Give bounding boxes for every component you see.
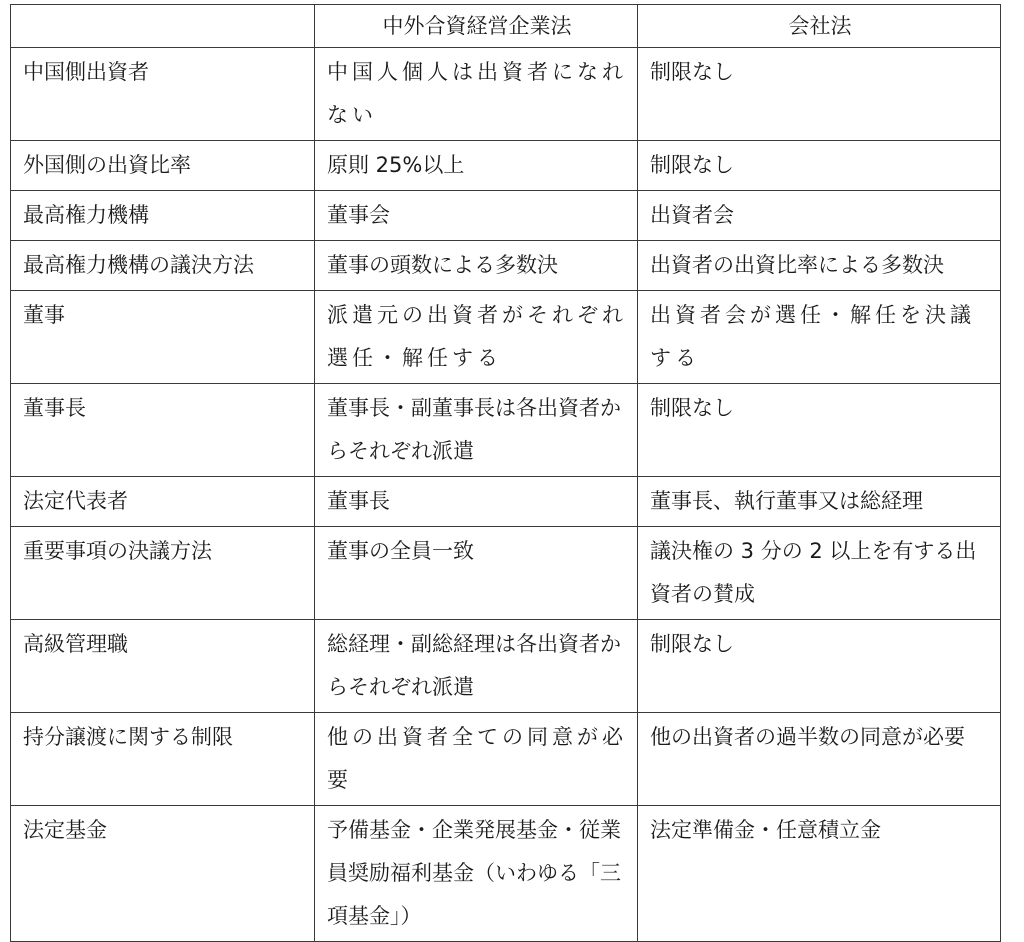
table-row: [11, 806, 1001, 942]
joint-venture-law-cell: 他の出資者全ての同意が必要: [315, 713, 638, 806]
table-row: [11, 620, 1001, 713]
company-law-cell: 法定準備金・任意積立金: [638, 806, 1001, 942]
company-law-cell: 出資者の出資比率による多数決: [638, 241, 1001, 291]
row-label: 高級管理職: [11, 620, 315, 713]
company-law-cell: 董事長、執行董事又は総経理: [638, 477, 1001, 527]
row-label: 最高権力機構の議決方法: [11, 241, 315, 291]
row-label: 最高権力機構: [11, 191, 315, 241]
joint-venture-law-cell: 派遣元の出資者がそれぞれ選任・解任する: [315, 291, 638, 384]
table-row: [11, 191, 1001, 241]
joint-venture-law-cell: 董事の全員一致: [315, 527, 638, 620]
table-row: [11, 477, 1001, 527]
company-law-cell: 制限なし: [638, 620, 1001, 713]
table-header: [11, 5, 1001, 48]
row-label: 重要事項の決議方法: [11, 527, 315, 620]
joint-venture-law-cell: 総経理・副総経理は各出資者からそれぞれ派遣: [315, 620, 638, 713]
company-law-cell: 制限なし: [638, 384, 1001, 477]
joint-venture-law-cell: 董事長・副董事長は各出資者からそれぞれ派遣: [315, 384, 638, 477]
row-label: 法定代表者: [11, 477, 315, 527]
company-law-cell: 議決権の 3 分の 2 以上を有する出資者の賛成: [638, 527, 1001, 620]
row-label: 中国側出資者: [11, 48, 315, 141]
header-row: [11, 5, 1001, 48]
joint-venture-law-cell: 董事長: [315, 477, 638, 527]
company-law-cell: 出資者会: [638, 191, 1001, 241]
company-law-cell: 制限なし: [638, 141, 1001, 191]
header-cell-item: [11, 5, 315, 48]
table-row: [11, 713, 1001, 806]
joint-venture-law-cell: 中国人個人は出資者になれない: [315, 48, 638, 141]
comparison-table: [10, 4, 1001, 942]
row-label: 外国側の出資比率: [11, 141, 315, 191]
header-cell-joint-venture-law: 中外合資経営企業法: [315, 5, 638, 48]
joint-venture-law-cell: 原則 25%以上: [315, 141, 638, 191]
table-row: [11, 241, 1001, 291]
joint-venture-law-cell: 董事の頭数による多数決: [315, 241, 638, 291]
table-row: [11, 141, 1001, 191]
table-row: [11, 384, 1001, 477]
header-cell-company-law: 会社法: [638, 5, 1001, 48]
table-body: [11, 48, 1001, 942]
table-row: [11, 48, 1001, 141]
company-law-cell: 他の出資者の過半数の同意が必要: [638, 713, 1001, 806]
joint-venture-law-cell: 董事会: [315, 191, 638, 241]
joint-venture-law-cell: 予備基金・企業発展基金・従業員奨励福利基金（いわゆる「三項基金」）: [315, 806, 638, 942]
table-row: [11, 291, 1001, 384]
row-label: 董事: [11, 291, 315, 384]
row-label: 董事長: [11, 384, 315, 477]
row-label: 持分譲渡に関する制限: [11, 713, 315, 806]
company-law-cell: 制限なし: [638, 48, 1001, 141]
table-row: [11, 527, 1001, 620]
company-law-cell: 出資者会が選任・解任を決議する: [638, 291, 1001, 384]
row-label: 法定基金: [11, 806, 315, 942]
